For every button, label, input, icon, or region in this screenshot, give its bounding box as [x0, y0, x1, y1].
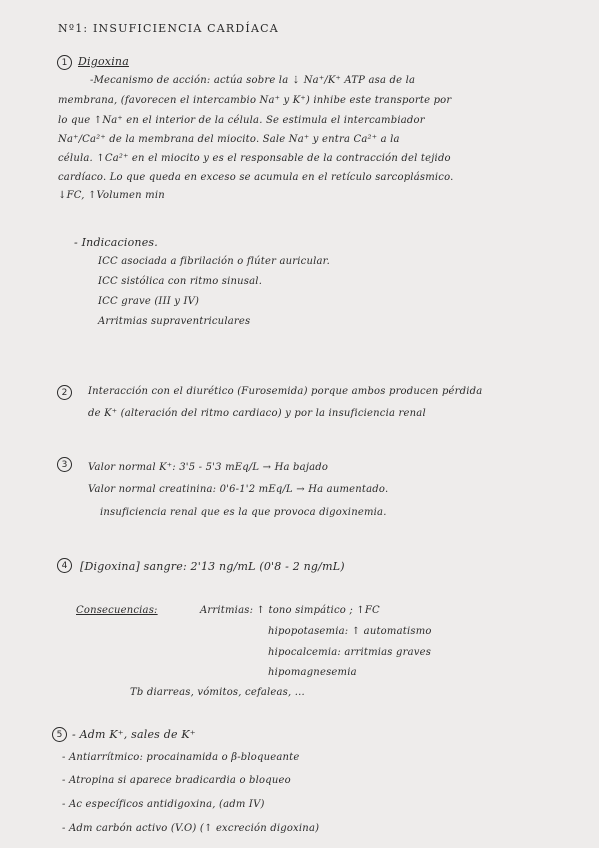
indication-item: Arritmias supraventriculares: [98, 316, 251, 327]
section-1-heading: Digoxina: [78, 55, 129, 68]
section-number-3: 3: [57, 457, 72, 472]
s1-line: célula. ↑Ca²⁺ en el miocito y es el responsable de la contracción del tejido: [58, 153, 451, 164]
consequences-label: Consecuencias:: [76, 605, 158, 616]
section-number-1: 1: [57, 55, 72, 70]
consequence-item: hipomagnesemia: [268, 667, 357, 678]
s1-line: Na⁺/Ca²⁺ de la membrana del miocito. Sale Na⁺ y entra Ca²⁺ a la: [58, 134, 400, 145]
consequence-item: Arritmias: ↑ tono simpático ; ↑FC: [200, 605, 380, 616]
s5-line: - Antiarrítmico: procainamida o β-bloqueante: [62, 752, 300, 763]
consequence-item: hipocalcemia: arritmias graves: [268, 647, 432, 658]
s3-line: Valor normal creatinina: 0'6-1'2 mEq/L → Ha aumentado.: [88, 484, 389, 495]
indication-item: ICC sistólica con ritmo sinusal.: [98, 276, 263, 287]
section-number-2: 2: [57, 385, 72, 400]
section-number-5: 5: [52, 727, 67, 742]
s5-line: - Adm carbón activo (V.O) (↑ excreción digoxina): [62, 823, 320, 834]
s2-line: de K⁺ (alteración del ritmo cardiaco) y por la insuficiencia renal: [88, 408, 426, 419]
s5-line: - Adm K⁺, sales de K⁺: [72, 728, 196, 741]
s5-line: - Atropina si aparece bradicardia o bloqueo: [62, 775, 291, 786]
s1-line: membrana, (favorecen el intercambio Na⁺ y K⁺) inhibe este transporte por: [58, 95, 452, 106]
s2-line: Interacción con el diurético (Furosemida) porque ambos producen pérdida: [88, 386, 483, 397]
s1-line: ↓FC, ↑Volumen min: [58, 190, 165, 201]
s3-line: Valor normal K⁺: 3'5 - 5'3 mEq/L → Ha bajado: [88, 462, 329, 473]
indication-item: ICC asociada a fibrilación o flúter auricular.: [98, 256, 330, 267]
consequence-item: hipopotasemia: ↑ automatismo: [268, 626, 432, 637]
section-number-4: 4: [57, 558, 72, 573]
page-title: Nº1: INSUFICIENCIA CARDÍACA: [58, 22, 279, 35]
s1-line: lo que ↑Na⁺ en el interior de la célula. Se estimula el intercambiador: [58, 115, 425, 126]
s4-last: Tb diarreas, vómitos, cefaleas, ...: [130, 687, 305, 698]
s1-line: -Mecanismo de acción: actúa sobre la ⇣ Na⁺/K⁺ ATP asa de la: [90, 75, 416, 86]
indication-item: ICC grave (III y IV): [98, 296, 200, 307]
s3-line: insuficiencia renal que es la que provoca digoxinemia.: [100, 507, 387, 518]
s1-line: cardíaco. Lo que queda en exceso se acumula en el retículo sarcoplásmico.: [58, 172, 454, 183]
s4-line: [Digoxina] sangre: 2'13 ng/mL (0'8 - 2 ng/mL): [80, 560, 345, 573]
indications-heading: - Indicaciones.: [74, 236, 158, 249]
s5-line: - Ac específicos antidigoxina, (adm IV): [62, 799, 265, 810]
